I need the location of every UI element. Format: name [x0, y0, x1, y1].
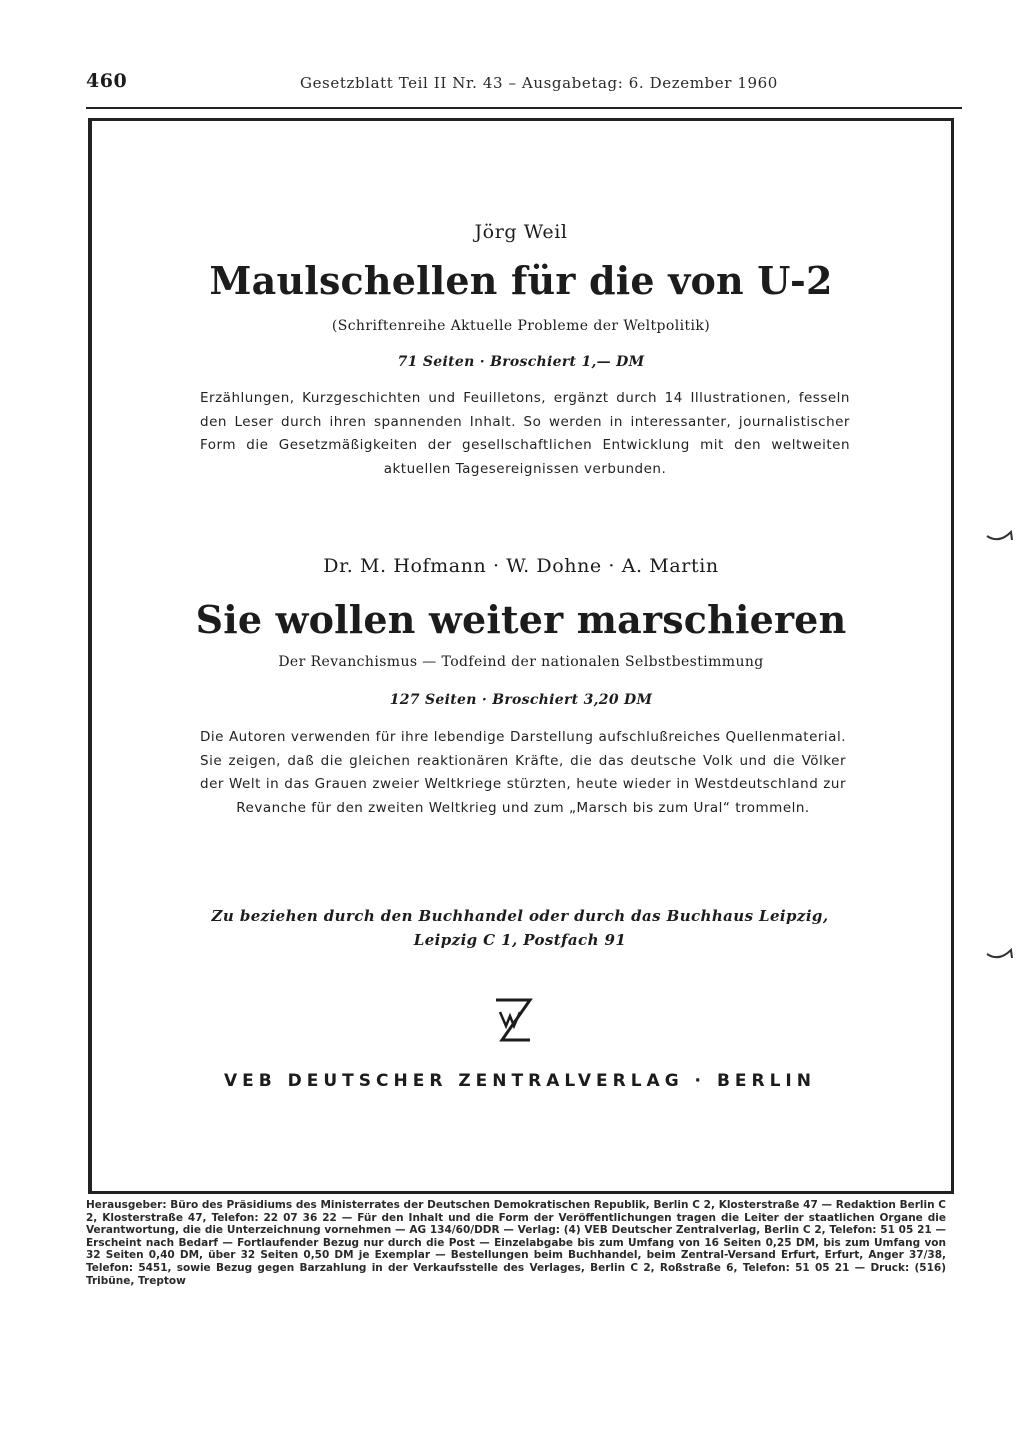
book1-description: Erzählungen, Kurzgeschichten und Feuilletons, ergänzt durch 14 Illustrationen, fesseln den Leser durch ihren spannenden Inhalt. So werden in interessanter, journalistischer Form die Gesetzmäßigkeiten der gesellschaftlichen Entwicklung mit den weltweiten aktuellen Tagesereignissen verbunden.: [200, 390, 850, 477]
book2-title: Sie wollen weiter marschieren: [195, 597, 847, 642]
book1-series: (Schriftenreihe Aktuelle Probleme der Weltpolitik): [331, 318, 711, 334]
book2-price: 127 Seiten · Broschiert 3,20 DM: [389, 692, 653, 708]
header-rule: [86, 107, 962, 109]
scan-mark: [985, 944, 1015, 962]
publisher-logo: [490, 996, 536, 1044]
publisher-name: VEB DEUTSCHER ZENTRALVERLAG · BERLIN: [224, 1071, 816, 1091]
book1-author: Jörg Weil: [474, 221, 568, 243]
book1-price: 71 Seiten · Broschiert 1,— DM: [397, 354, 645, 370]
scan-mark: [985, 526, 1015, 544]
running-head: Gesetzblatt Teil II Nr. 43 – Ausgabetag: 6. Dezember 1960: [300, 74, 778, 92]
book2-subtitle: Der Revanchismus — Todfeind der nationalen Selbstbestimmung: [278, 654, 764, 670]
book2-description: Die Autoren verwenden für ihre lebendige Darstellung aufschlußreiches Quellenmaterial. Sie zeigen, daß die gleichen reaktionären Kräfte, die das deutsche Volk und die Völker der Welt in das Grauen zweier Weltkriege stürzten, heute wieder in Westdeutschland zur Revanche für den zweiten Weltkrieg und zum „Marsch bis zum Ural“ trommeln.: [200, 729, 846, 816]
book2-authors: Dr. M. Hofmann · W. Dohne · A. Martin: [323, 555, 719, 577]
imprint: Herausgeber: Büro des Präsidiums des Ministerrates der Deutschen Demokratischen Republik, Berlin C 2, Klosterstraße 47 — Redaktion Berlin C 2, Klosterstraße 47, Telefon: 22 07 36 22 — Für den Inhalt und die Form der Veröffentlichungen tragen die Leiter der staatlichen Organe die Verantwortung, die die Unterzeichnung vornehmen — AG 134/60/DDR — Verlag: (4) VEB Deutscher Zentralverlag, Berlin C 2, Telefon: 51 05 21 — Erscheint nach Bedarf — Fortlaufender Bezug nur durch die Post — Einzelabgabe bis zum Umfang von 16 Seiten 0,25 DM, bis zum Umfang von 32 Seiten 0,40 DM, über 32 Seiten 0,50 DM je Exemplar — Bestellungen beim Buchhandel, beim Zentral-Versand Erfurt, Erfurt, Anger 37/38, Telefon: 5451, sowie Bezug gegen Barzahlung in der Verkaufsstelle des Verlages, Berlin C 2, Roßstraße 6, Telefon: 51 05 21 — Druck: (516) Tribüne, Treptow: [86, 1199, 946, 1287]
order-info: Zu beziehen durch den Buchhandel oder durch das Buchhaus Leipzig, Leipzig C 1, Postfach 91: [211, 907, 829, 949]
svg-text:ZV: ZV: [513, 1025, 515, 1026]
book1-title: Maulschellen für die von U-2: [209, 258, 833, 303]
page-number: 460: [86, 70, 128, 92]
